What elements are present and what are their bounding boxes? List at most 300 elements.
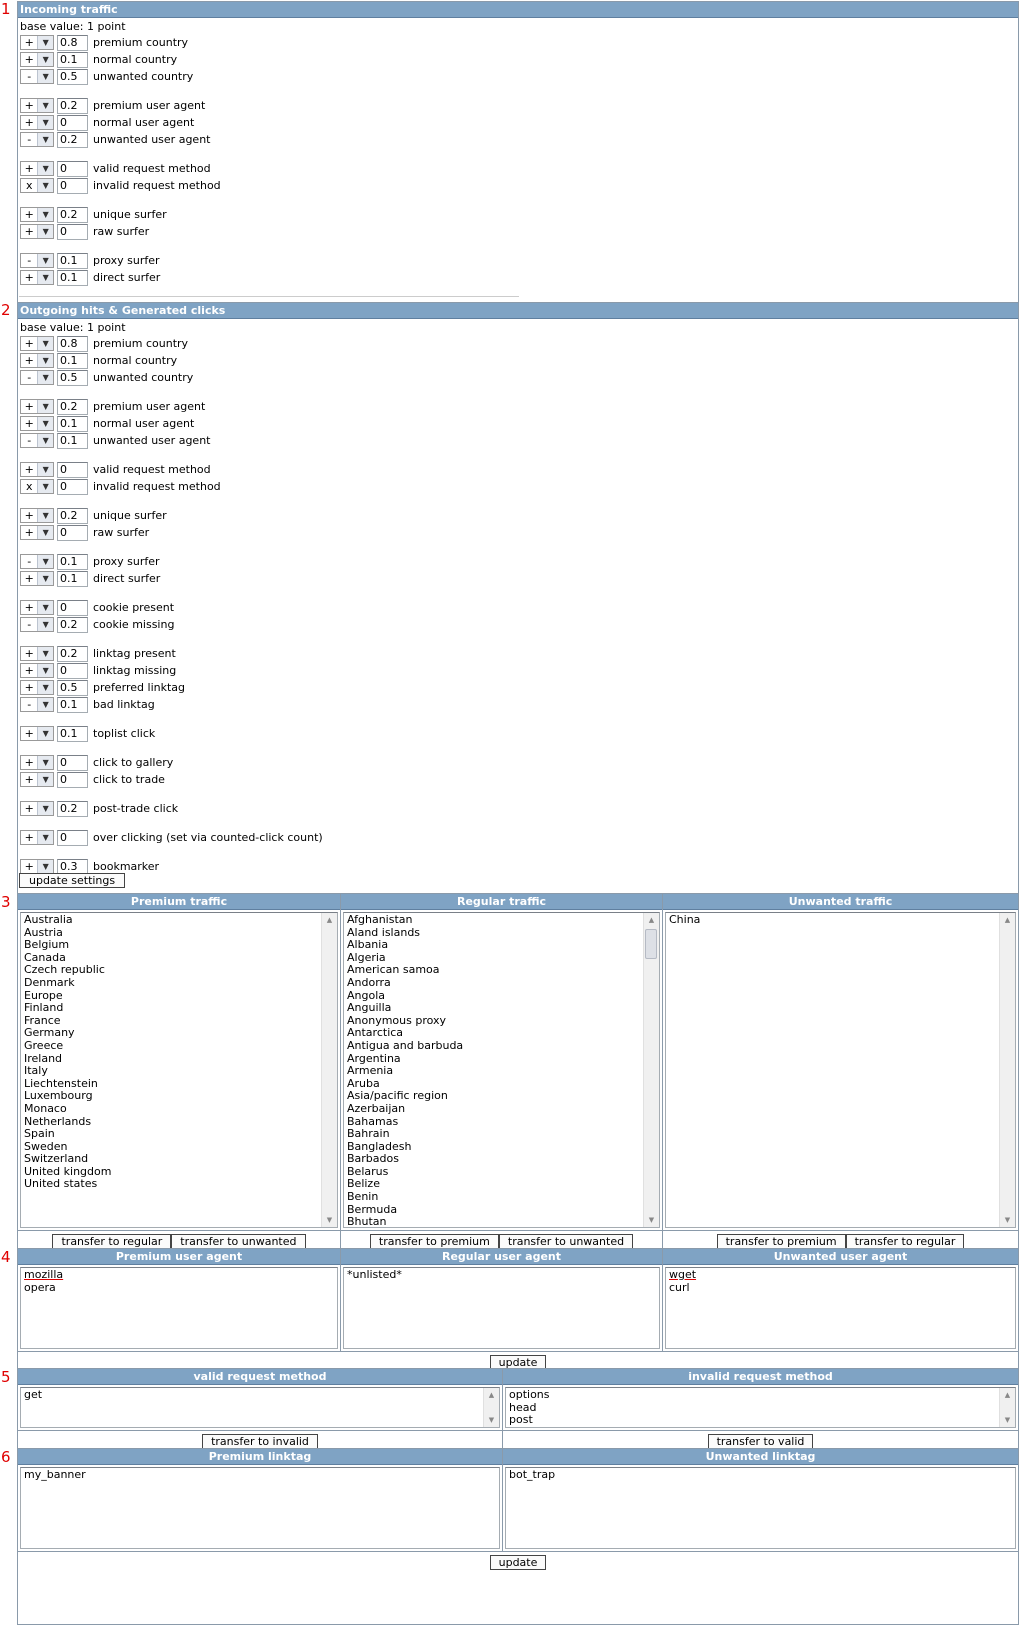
- weight-input[interactable]: 0.2: [57, 646, 88, 662]
- operator-select[interactable]: [20, 600, 54, 615]
- operator-value: +: [24, 417, 34, 430]
- setting-row: [20, 369, 1016, 386]
- operator-value: +: [24, 572, 34, 585]
- weight-input[interactable]: 0.3: [57, 859, 88, 875]
- list-item[interactable]: Luxembourg: [24, 1089, 93, 1103]
- weight-input[interactable]: 0: [57, 115, 88, 131]
- weight-input[interactable]: 0.2: [57, 399, 88, 415]
- list-item[interactable]: Austria: [24, 925, 63, 939]
- list-item[interactable]: Germany: [24, 1026, 75, 1040]
- list-item[interactable]: head: [509, 1400, 537, 1414]
- setting-row: [20, 131, 1016, 148]
- list-item[interactable]: Italy: [24, 1064, 48, 1078]
- operator-select[interactable]: [20, 253, 54, 268]
- setting-row: [20, 507, 1016, 524]
- scrollbar-thumb[interactable]: [645, 929, 657, 959]
- weight-input[interactable]: 0.1: [57, 433, 88, 449]
- setting-label: bookmarker: [93, 860, 160, 873]
- list-item[interactable]: options: [509, 1388, 550, 1401]
- scroll-down-arrow-icon[interactable]: ▼: [1004, 1216, 1011, 1224]
- request-methods-panel: [17, 1368, 1019, 1449]
- list-item[interactable]: Netherlands: [24, 1114, 92, 1128]
- operator-select[interactable]: [20, 525, 54, 540]
- operator-select[interactable]: [20, 571, 54, 586]
- chevron-down-icon[interactable]: ▼: [37, 400, 53, 413]
- weight-input[interactable]: 0.2: [57, 617, 88, 633]
- list-item[interactable]: wget: [669, 1268, 697, 1281]
- chevron-down-icon[interactable]: ▼: [37, 337, 53, 350]
- unwanted-linktag-textarea[interactable]: [505, 1467, 1016, 1549]
- operator-select[interactable]: [20, 508, 54, 523]
- setting-row: [20, 771, 1016, 788]
- weight-input[interactable]: 0.2: [57, 207, 88, 223]
- weight-input[interactable]: 0: [57, 772, 88, 788]
- weight-input[interactable]: 0: [57, 462, 88, 478]
- scroll-up-arrow-icon[interactable]: ▲: [1004, 916, 1011, 924]
- operator-select[interactable]: [20, 98, 54, 113]
- chevron-down-icon[interactable]: ▼: [37, 618, 53, 631]
- operator-value: -: [27, 434, 32, 447]
- setting-label: click to gallery: [93, 756, 174, 769]
- incoming-settings: [18, 34, 1018, 286]
- chevron-down-icon[interactable]: ▼: [37, 371, 53, 384]
- setting-row: [20, 553, 1016, 570]
- operator-select[interactable]: [20, 115, 54, 130]
- operator-select[interactable]: [20, 663, 54, 678]
- chevron-down-icon[interactable]: ▼: [37, 99, 53, 112]
- list-item[interactable]: Albania: [347, 938, 389, 952]
- operator-select[interactable]: [20, 399, 54, 414]
- chevron-down-icon[interactable]: ▼: [37, 70, 53, 83]
- valid-request-method-header: valid request method: [18, 1369, 502, 1385]
- operator-select[interactable]: [20, 416, 54, 431]
- weight-input[interactable]: 0: [57, 830, 88, 846]
- scrollbar[interactable]: [483, 1388, 499, 1427]
- group-gap: [20, 148, 1016, 160]
- list-item[interactable]: Angola: [347, 988, 386, 1002]
- list-items: [666, 913, 1015, 928]
- list-item[interactable]: post: [509, 1413, 533, 1427]
- list-item[interactable]: Bermuda: [347, 1202, 398, 1216]
- operator-select[interactable]: [20, 207, 54, 222]
- weight-input[interactable]: 0.1: [57, 270, 88, 286]
- weight-input[interactable]: 0.2: [57, 132, 88, 148]
- list-item[interactable]: Czech republic: [24, 963, 105, 977]
- weight-input[interactable]: 0: [57, 479, 88, 495]
- list-item[interactable]: opera: [24, 1280, 56, 1294]
- chevron-down-icon[interactable]: ▼: [37, 133, 53, 146]
- list-item[interactable]: Argentina: [347, 1051, 401, 1065]
- list-item[interactable]: Belgium: [24, 938, 70, 952]
- weight-input[interactable]: 0.1: [57, 52, 88, 68]
- list-items: [666, 1268, 1015, 1295]
- setting-label: unique surfer: [93, 509, 167, 522]
- premium-linktag-header: Premium linktag: [18, 1449, 502, 1465]
- update-user-agents-button[interactable]: update: [490, 1355, 547, 1370]
- scrollbar[interactable]: [999, 1388, 1015, 1427]
- weight-input[interactable]: 0.1: [57, 353, 88, 369]
- update-linktags-button[interactable]: update: [490, 1555, 547, 1570]
- group-gap: [20, 240, 1016, 252]
- list-item[interactable]: American samoa: [347, 963, 440, 977]
- premium-traffic-list[interactable]: [20, 912, 338, 1228]
- weight-input[interactable]: 0.5: [57, 69, 88, 85]
- transfer-to-invalid-button[interactable]: transfer to invalid: [202, 1434, 318, 1449]
- group-gap: [20, 788, 1016, 800]
- list-item[interactable]: curl: [669, 1280, 690, 1294]
- setting-label: toplist click: [93, 727, 156, 740]
- chevron-down-icon[interactable]: ▼: [37, 162, 53, 175]
- list-item[interactable]: Bahamas: [347, 1114, 399, 1128]
- unwanted-traffic-list[interactable]: [665, 912, 1016, 1228]
- operator-value: +: [24, 526, 34, 539]
- group-gap: [20, 742, 1016, 754]
- unwanted-user-agent-textarea[interactable]: [665, 1267, 1016, 1349]
- section-number-4: 4: [1, 1248, 11, 1266]
- list-item[interactable]: Benin: [347, 1190, 379, 1204]
- weight-input[interactable]: 0.8: [57, 35, 88, 51]
- list-item[interactable]: Andorra: [347, 975, 391, 989]
- list-item[interactable]: Asia/pacific region: [347, 1089, 448, 1103]
- weight-input[interactable]: 0: [57, 600, 88, 616]
- transfer-to-regular-button[interactable]: transfer to regular: [846, 1234, 965, 1249]
- list-item[interactable]: Liechtenstein: [24, 1076, 98, 1090]
- chevron-down-icon[interactable]: ▼: [37, 802, 53, 815]
- chevron-down-icon[interactable]: ▼: [37, 434, 53, 447]
- chevron-down-icon[interactable]: ▼: [37, 555, 53, 568]
- list-item[interactable]: Armenia: [347, 1064, 394, 1078]
- scroll-down-arrow-icon[interactable]: ▼: [648, 1216, 655, 1224]
- operator-value: +: [24, 225, 34, 238]
- operator-select[interactable]: [20, 726, 54, 741]
- list-item[interactable]: Australia: [24, 913, 73, 926]
- operator-select[interactable]: [20, 370, 54, 385]
- chevron-down-icon[interactable]: ▼: [37, 354, 53, 367]
- setting-label: premium country: [93, 337, 189, 350]
- setting-row: [20, 114, 1016, 131]
- list-item[interactable]: United states: [24, 1177, 98, 1191]
- list-item[interactable]: Greece: [24, 1038, 64, 1052]
- operator-select[interactable]: [20, 801, 54, 816]
- weight-input[interactable]: 0.5: [57, 680, 88, 696]
- chevron-down-icon[interactable]: ▼: [37, 463, 53, 476]
- list-item[interactable]: *unlisted*: [347, 1268, 402, 1281]
- list-item[interactable]: Switzerland: [24, 1152, 89, 1166]
- chevron-down-icon[interactable]: ▼: [37, 756, 53, 769]
- list-item[interactable]: China: [669, 913, 701, 926]
- operator-select[interactable]: [20, 772, 54, 787]
- list-item[interactable]: Aland islands: [347, 925, 421, 939]
- premium-user-agent-column: [18, 1249, 340, 1351]
- section-number-1: 1: [1, 0, 11, 18]
- scroll-down-arrow-icon[interactable]: ▼: [1004, 1416, 1011, 1424]
- setting-row: [20, 415, 1016, 432]
- weight-input[interactable]: 0: [57, 663, 88, 679]
- chevron-down-icon[interactable]: ▼: [37, 36, 53, 49]
- operator-value: +: [24, 647, 34, 660]
- divider: [19, 296, 519, 297]
- regular-traffic-list[interactable]: [343, 912, 660, 1228]
- group-gap: [20, 846, 1016, 858]
- chevron-down-icon[interactable]: ▼: [37, 681, 53, 694]
- group-gap: [20, 541, 1016, 553]
- operator-select[interactable]: [20, 69, 54, 84]
- weight-input[interactable]: 0.2: [57, 508, 88, 524]
- operator-select[interactable]: [20, 617, 54, 632]
- transfer-to-unwanted-button[interactable]: transfer to unwanted: [499, 1234, 633, 1249]
- transfer-to-premium-button[interactable]: transfer to premium: [717, 1234, 846, 1249]
- operator-select[interactable]: [20, 433, 54, 448]
- setting-label: raw surfer: [93, 526, 150, 539]
- weight-input[interactable]: 0.1: [57, 726, 88, 742]
- list-item[interactable]: Bangladesh: [347, 1139, 412, 1153]
- weight-input[interactable]: 0.1: [57, 697, 88, 713]
- operator-select[interactable]: [20, 680, 54, 695]
- weight-input[interactable]: 0.1: [57, 253, 88, 269]
- chevron-down-icon[interactable]: ▼: [37, 225, 53, 238]
- list-item[interactable]: Europe: [24, 988, 63, 1002]
- setting-label: unique surfer: [93, 208, 167, 221]
- setting-row: [20, 223, 1016, 240]
- chevron-down-icon[interactable]: ▼: [37, 179, 53, 192]
- weight-input[interactable]: 0: [57, 224, 88, 240]
- setting-row: [20, 335, 1016, 352]
- chevron-down-icon[interactable]: ▼: [37, 727, 53, 740]
- scroll-down-arrow-icon[interactable]: ▼: [488, 1416, 495, 1424]
- transfer-to-unwanted-button[interactable]: transfer to unwanted: [171, 1234, 305, 1249]
- list-items: [344, 1268, 659, 1283]
- list-items: [21, 913, 337, 1192]
- operator-value: +: [24, 756, 34, 769]
- transfer-to-premium-button[interactable]: transfer to premium: [370, 1234, 499, 1249]
- weight-input[interactable]: 0.2: [57, 98, 88, 114]
- incoming-traffic-header: Incoming traffic: [18, 2, 1018, 18]
- list-item[interactable]: Azerbaijan: [347, 1101, 406, 1115]
- setting-row: [20, 252, 1016, 269]
- invalid-request-method-header: invalid request method: [503, 1369, 1018, 1385]
- weight-input[interactable]: 0.5: [57, 370, 88, 386]
- operator-select[interactable]: [20, 132, 54, 147]
- weight-input[interactable]: 0: [57, 178, 88, 194]
- premium-user-agent-header: Premium user agent: [18, 1249, 340, 1265]
- regular-traffic-column: [340, 894, 662, 1251]
- scrollbar[interactable]: [321, 913, 337, 1227]
- weight-input[interactable]: 0.2: [57, 801, 88, 817]
- list-items: [506, 1388, 1015, 1428]
- setting-label: invalid request method: [93, 480, 221, 493]
- operator-select[interactable]: [20, 224, 54, 239]
- group-gap: [20, 713, 1016, 725]
- operator-value: -: [27, 698, 32, 711]
- linktag-update-bar: [18, 1551, 1018, 1572]
- weight-input[interactable]: 0.1: [57, 571, 88, 587]
- update-settings-button[interactable]: update settings: [19, 873, 125, 888]
- list-item[interactable]: Afghanistan: [347, 913, 413, 926]
- chevron-down-icon[interactable]: ▼: [37, 860, 53, 873]
- incoming-traffic-panel: [17, 1, 1019, 303]
- setting-label: premium user agent: [93, 99, 206, 112]
- unwanted-linktag-value: bot_trap: [509, 1468, 556, 1481]
- chevron-down-icon[interactable]: ▼: [37, 831, 53, 844]
- setting-row: [20, 696, 1016, 713]
- setting-label: cookie missing: [93, 618, 175, 631]
- premium-linktag-column: [18, 1449, 502, 1551]
- weight-input[interactable]: 0: [57, 525, 88, 541]
- operator-select[interactable]: [20, 178, 54, 193]
- operator-select[interactable]: [20, 859, 54, 874]
- scrollbar[interactable]: [999, 913, 1015, 1227]
- chevron-down-icon[interactable]: ▼: [37, 526, 53, 539]
- operator-select[interactable]: [20, 336, 54, 351]
- operator-value: -: [27, 133, 32, 146]
- list-item[interactable]: Barbados: [347, 1152, 399, 1166]
- setting-label: unwanted country: [93, 371, 194, 384]
- setting-label: proxy surfer: [93, 254, 160, 267]
- operator-value: +: [24, 337, 34, 350]
- operator-value: -: [27, 618, 32, 631]
- valid-request-method-list[interactable]: [20, 1387, 500, 1428]
- setting-row: [20, 754, 1016, 771]
- operator-value: -: [27, 70, 32, 83]
- operator-select[interactable]: [20, 161, 54, 176]
- operator-select[interactable]: [20, 755, 54, 770]
- weight-input[interactable]: 0.1: [57, 554, 88, 570]
- transfer-to-regular-button[interactable]: transfer to regular: [52, 1234, 171, 1249]
- list-item[interactable]: Denmark: [24, 975, 75, 989]
- list-item[interactable]: Belize: [347, 1177, 380, 1191]
- section-number-6: 6: [1, 1448, 11, 1466]
- list-item[interactable]: Bhutan: [347, 1215, 387, 1228]
- linktags-panel: [17, 1448, 1019, 1625]
- list-item[interactable]: get: [24, 1388, 43, 1401]
- operator-value: +: [24, 53, 34, 66]
- scroll-up-arrow-icon[interactable]: ▲: [488, 1391, 495, 1399]
- unwanted-traffic-column: [662, 894, 1018, 1251]
- premium-traffic-column: [18, 894, 340, 1251]
- setting-label: click to trade: [93, 773, 165, 786]
- scroll-up-arrow-icon[interactable]: ▲: [1004, 1391, 1011, 1399]
- operator-select[interactable]: [20, 830, 54, 845]
- weight-input[interactable]: 0: [57, 161, 88, 177]
- setting-row: [20, 478, 1016, 495]
- list-item[interactable]: Belarus: [347, 1164, 389, 1178]
- setting-label: proxy surfer: [93, 555, 160, 568]
- regular-user-agent-header: Regular user agent: [341, 1249, 662, 1265]
- list-item[interactable]: mozilla: [24, 1268, 64, 1281]
- list-item[interactable]: Ireland: [24, 1051, 63, 1065]
- premium-linktag-textarea[interactable]: [20, 1467, 500, 1549]
- regular-user-agent-textarea[interactable]: [343, 1267, 660, 1349]
- scroll-down-arrow-icon[interactable]: ▼: [326, 1216, 333, 1224]
- list-item[interactable]: Algeria: [347, 950, 386, 964]
- setting-label: over clicking (set via counted-click count): [93, 831, 323, 844]
- list-items: [344, 913, 659, 1228]
- setting-row: [20, 524, 1016, 541]
- valid-request-method-column: [18, 1369, 502, 1451]
- setting-label: valid request method: [93, 162, 211, 175]
- chevron-down-icon[interactable]: ▼: [37, 480, 53, 493]
- scrollbar[interactable]: [643, 913, 659, 1227]
- weight-input[interactable]: 0: [57, 755, 88, 771]
- list-item[interactable]: United kingdom: [24, 1164, 112, 1178]
- chevron-down-icon[interactable]: ▼: [37, 664, 53, 677]
- setting-row: [20, 662, 1016, 679]
- operator-select[interactable]: [20, 35, 54, 50]
- setting-label: unwanted country: [93, 70, 194, 83]
- list-item[interactable]: France: [24, 1013, 61, 1027]
- premium-user-agent-textarea[interactable]: [20, 1267, 338, 1349]
- operator-select[interactable]: [20, 697, 54, 712]
- list-item[interactable]: Aruba: [347, 1076, 380, 1090]
- setting-row: [20, 398, 1016, 415]
- chevron-down-icon[interactable]: ▼: [37, 271, 53, 284]
- setting-row: [20, 352, 1016, 369]
- setting-row: [20, 97, 1016, 114]
- list-item[interactable]: Spain: [24, 1127, 55, 1141]
- list-item[interactable]: Finland: [24, 1001, 64, 1015]
- operator-select[interactable]: [20, 479, 54, 494]
- setting-row: [20, 645, 1016, 662]
- list-item[interactable]: Monaco: [24, 1101, 67, 1115]
- chevron-down-icon[interactable]: ▼: [37, 773, 53, 786]
- chevron-down-icon[interactable]: ▼: [37, 208, 53, 221]
- scroll-up-arrow-icon[interactable]: ▲: [326, 916, 333, 924]
- chevron-down-icon[interactable]: ▼: [37, 572, 53, 585]
- setting-label: normal country: [93, 354, 178, 367]
- list-item[interactable]: Sweden: [24, 1139, 68, 1153]
- scroll-up-arrow-icon[interactable]: ▲: [648, 916, 655, 924]
- outgoing-settings: [18, 335, 1018, 875]
- invalid-request-method-list[interactable]: [505, 1387, 1016, 1428]
- weight-input[interactable]: 0.1: [57, 416, 88, 432]
- list-item[interactable]: Anguilla: [347, 1001, 392, 1015]
- operator-select[interactable]: [20, 554, 54, 569]
- chevron-down-icon[interactable]: ▼: [37, 116, 53, 129]
- group-gap: [20, 449, 1016, 461]
- setting-row: [20, 269, 1016, 286]
- operator-value: +: [24, 116, 34, 129]
- transfer-to-valid-button[interactable]: transfer to valid: [708, 1434, 814, 1449]
- chevron-down-icon[interactable]: ▼: [37, 698, 53, 711]
- operator-select[interactable]: [20, 52, 54, 67]
- list-item[interactable]: Canada: [24, 950, 66, 964]
- setting-label: normal user agent: [93, 116, 195, 129]
- list-item[interactable]: Anonymous proxy: [347, 1013, 447, 1027]
- invalid-request-method-column: [502, 1369, 1018, 1451]
- chevron-down-icon[interactable]: ▼: [37, 53, 53, 66]
- chevron-down-icon[interactable]: ▼: [37, 417, 53, 430]
- chevron-down-icon[interactable]: ▼: [37, 601, 53, 614]
- operator-select[interactable]: [20, 462, 54, 477]
- chevron-down-icon[interactable]: ▼: [37, 254, 53, 267]
- setting-label: cookie present: [93, 601, 175, 614]
- operator-select[interactable]: [20, 353, 54, 368]
- chevron-down-icon[interactable]: ▼: [37, 509, 53, 522]
- list-item[interactable]: Antigua and barbuda: [347, 1038, 464, 1052]
- chevron-down-icon[interactable]: ▼: [37, 647, 53, 660]
- setting-label: valid request method: [93, 463, 211, 476]
- setting-label: premium country: [93, 36, 189, 49]
- list-item[interactable]: Antarctica: [347, 1026, 404, 1040]
- operator-value: +: [24, 463, 34, 476]
- operator-select[interactable]: [20, 646, 54, 661]
- weight-input[interactable]: 0.8: [57, 336, 88, 352]
- setting-row: [20, 206, 1016, 223]
- user-agents-panel: [17, 1248, 1019, 1370]
- list-item[interactable]: Bahrain: [347, 1127, 390, 1141]
- operator-select[interactable]: [20, 270, 54, 285]
- list-items: [21, 1268, 337, 1295]
